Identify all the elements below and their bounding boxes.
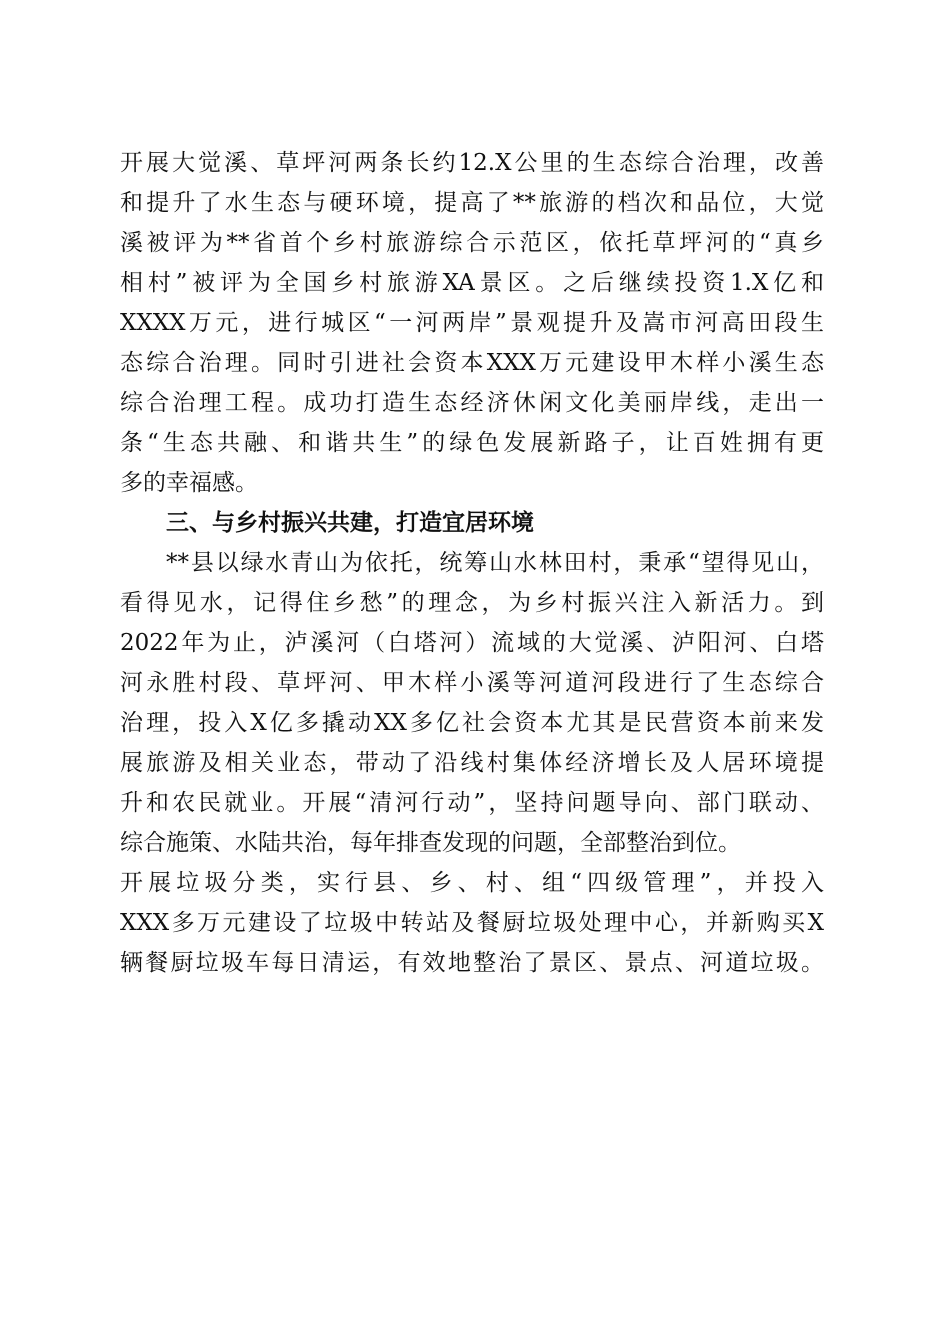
text-line: **县以绿水青山为依托，统筹山水林田村，秉承“望得见山， <box>166 550 824 576</box>
text-line: 综合治理工程。成功打造生态经济休闲文化美丽岸线，走出一 <box>120 390 824 416</box>
text-line: XXX多万元建设了垃圾中转站及餐厨垃圾处理中心，并新购买X <box>120 910 824 936</box>
text-line: 辆餐厨垃圾车每日清运，有效地整治了景区、景点、河道垃圾。 <box>120 950 824 976</box>
text-line: 河永胜村段、草坪河、甲木样小溪等河道河段进行了生态综合 <box>120 670 824 696</box>
text-line: 相村”被评为全国乡村旅游XA景区。之后继续投资1.X亿和 <box>120 270 824 296</box>
text-line: 溪被评为**省首个乡村旅游综合示范区，依托草坪河的“真乡 <box>120 230 824 256</box>
document-page <box>120 143 824 983</box>
text-line: XXXX万元，进行城区“一河两岸”景观提升及嵩市河高田段生 <box>120 310 824 336</box>
paragraph-1 <box>120 143 824 503</box>
paragraph-2 <box>120 543 824 983</box>
text-line: 开展大觉溪、草坪河两条长约12.X公里的生态综合治理，改善 <box>120 150 824 176</box>
text-line: 综合施策、水陆共治，每年排查发现的问题，全部整治到位。 <box>120 830 741 856</box>
text-line: 多的幸福感。 <box>120 470 258 496</box>
text-line: 展旅游及相关业态，带动了沿线村集体经济增长及人居环境提 <box>120 750 824 776</box>
section-heading: 三、与乡村振兴共建，打造宜居环境 <box>166 510 534 536</box>
text-line: 开展垃圾分类，实行县、乡、村、组“四级管理”，并投入 <box>120 870 824 896</box>
text-line: 升和农民就业。开展“清河行动”，坚持问题导向、部门联动、 <box>120 790 824 816</box>
text-line: 态综合治理。同时引进社会资本XXX万元建设甲木样小溪生态 <box>120 350 824 376</box>
text-line: 条“生态共融、和谐共生”的绿色发展新路子，让百姓拥有更 <box>120 430 824 456</box>
text-line: 2022年为止，泸溪河（白塔河）流域的大觉溪、泸阳河、白塔 <box>120 630 824 656</box>
text-line: 看得见水，记得住乡愁”的理念，为乡村振兴注入新活力。到 <box>120 590 824 616</box>
text-line: 和提升了水生态与硬环境，提高了**旅游的档次和品位，大觉 <box>120 190 824 216</box>
text-line: 治理，投入X亿多撬动XX多亿社会资本尤其是民营资本前来发 <box>120 710 824 736</box>
